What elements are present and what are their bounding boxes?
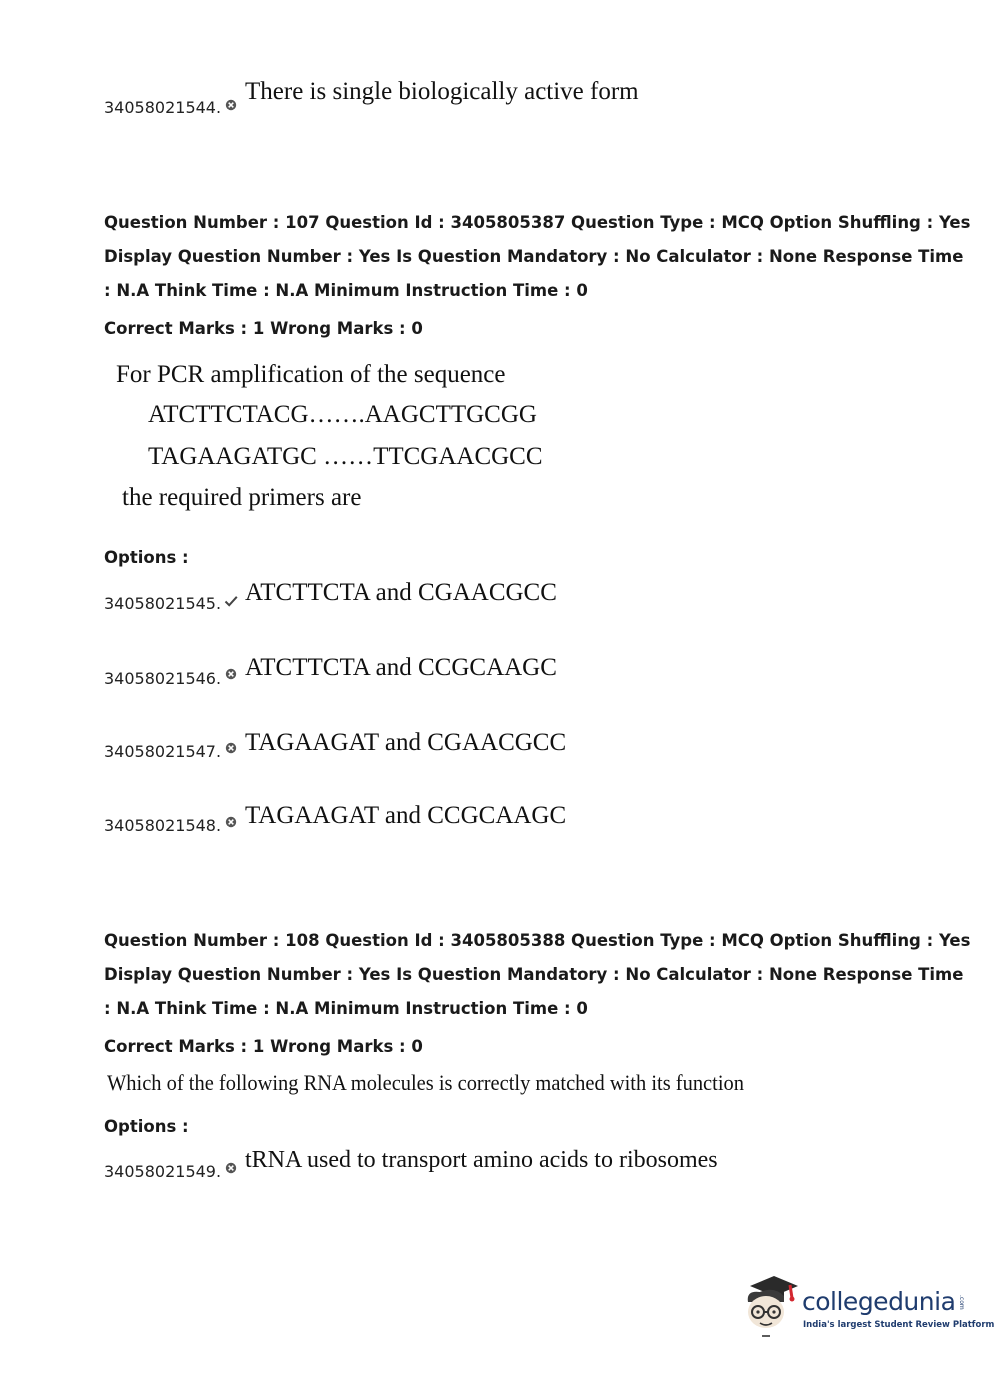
question-meta-line: : N.A Think Time : N.A Minimum Instruction Time : 0 <box>104 281 588 300</box>
question-stem: For PCR amplification of the sequence <box>116 361 506 388</box>
option-text: There is single biologically active form <box>245 78 639 105</box>
mascot-icon <box>740 1272 802 1342</box>
question-meta-line: : N.A Think Time : N.A Minimum Instruction Time : 0 <box>104 999 588 1018</box>
sequence-line-2: TAGAAGATGC ……TTCGAACGCC <box>148 443 543 470</box>
logo-wordmark: collegedunia <box>802 1287 956 1316</box>
option-text: TAGAAGAT and CGAACGCC <box>245 729 567 756</box>
question-meta-line: Display Question Number : Yes Is Question Mandatory : No Calculator : None Response Time <box>104 965 964 984</box>
marks-line: Correct Marks : 1 Wrong Marks : 0 <box>104 1037 423 1056</box>
option-id: 34058021546. <box>104 669 222 688</box>
marks-line: Correct Marks : 1 Wrong Marks : 0 <box>104 319 423 338</box>
option-id: 34058021544. <box>104 98 222 117</box>
options-label: Options : <box>104 1117 189 1136</box>
option-text: tRNA used to transport amino acids to ribosomes <box>245 1147 718 1173</box>
option-id: 34058021547. <box>104 742 222 761</box>
question-stem: Which of the following RNA molecules is correctly matched with its function <box>107 1070 744 1095</box>
option-text: ATCTTCTA and CGAACGCC <box>245 579 557 606</box>
cross-icon <box>224 741 238 755</box>
cross-icon <box>224 667 238 681</box>
question-stem: the required primers are <box>122 484 362 511</box>
option-text: TAGAAGAT and CCGCAAGC <box>245 802 567 829</box>
logo-suffix: .com <box>958 1295 965 1310</box>
sequence-line-1: ATCTTCTACG…….AAGCTTGCGG <box>148 401 537 428</box>
option-id: 34058021545. <box>104 594 222 613</box>
logo-tagline: India's largest Student Review Platform <box>803 1320 995 1330</box>
question-meta-line: Question Number : 108 Question Id : 3405805388 Question Type : MCQ Option Shuffling : Yes <box>104 931 971 950</box>
option-id: 34058021548. <box>104 816 222 835</box>
options-label: Options : <box>104 548 189 567</box>
question-meta-line: Display Question Number : Yes Is Question Mandatory : No Calculator : None Response Time <box>104 247 964 266</box>
cross-icon <box>224 815 238 829</box>
option-text: ATCTTCTA and CCGCAAGC <box>245 654 557 681</box>
cross-icon <box>224 98 238 112</box>
cross-icon <box>224 1161 238 1175</box>
check-icon <box>224 594 238 608</box>
question-meta-line: Question Number : 107 Question Id : 3405805387 Question Type : MCQ Option Shuffling : Yes <box>104 213 971 232</box>
option-id: 34058021549. <box>104 1162 222 1181</box>
